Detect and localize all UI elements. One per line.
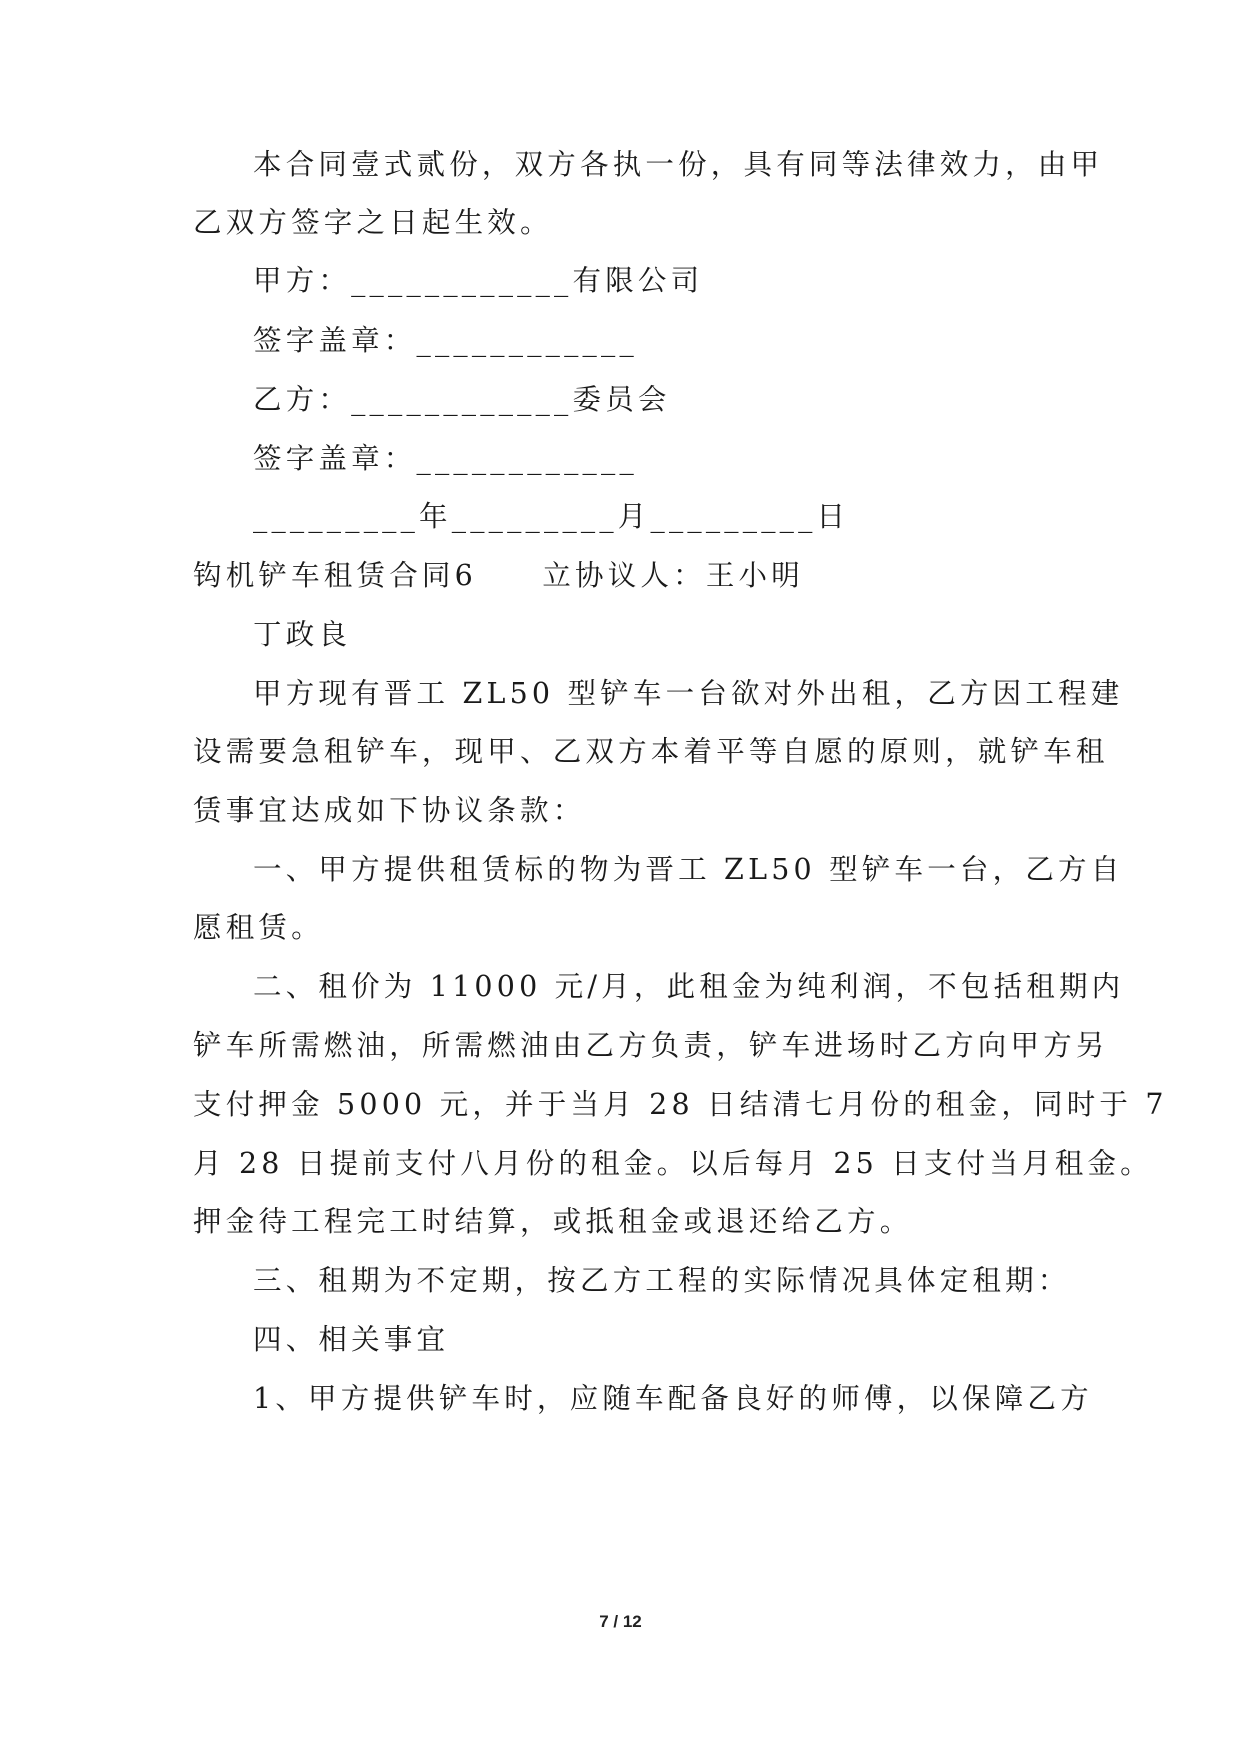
date-line: _________年_________月_________日	[253, 500, 850, 533]
contract-title-line: 钩机铲车租赁合同6 立协议人：王小明	[193, 559, 804, 592]
clause-line: 二、租价为 11000 元/月，此租金为纯利润，不包括租期内	[253, 970, 1125, 1003]
clause-line: 一、甲方提供租赁标的物为晋工 ZL50 型铲车一台，乙方自	[253, 853, 1124, 886]
clause-line: 月 28 日提前支付八月份的租金。以后每月 25 日支付当月租金。	[193, 1147, 1153, 1180]
signature-line: 签字盖章：____________	[253, 442, 638, 475]
paragraph-line: 乙双方签字之日起生效。	[193, 206, 553, 239]
party-a-line: 甲方：____________有限公司	[253, 264, 704, 297]
party-name-line: 丁政良	[253, 618, 352, 651]
page-number: 7 / 12	[599, 1612, 642, 1631]
section-heading: 四、相关事宜	[253, 1323, 450, 1356]
paragraph-line: 设需要急租铲车，现甲、乙双方本着平等自愿的原则，就铲车租	[193, 735, 1109, 768]
clause-line: 押金待工程完工时结算，或抵租金或退还给乙方。	[193, 1205, 913, 1238]
paragraph-line: 甲方现有晋工 ZL50 型铲车一台欲对外出租，乙方因工程建	[253, 677, 1124, 710]
clause-line: 三、租期为不定期，按乙方工程的实际情况具体定租期：	[253, 1264, 1071, 1297]
clause-line: 铲车所需燃油，所需燃油由乙方负责，铲车进场时乙方向甲方另	[193, 1029, 1109, 1062]
party-b-line: 乙方：____________委员会	[253, 383, 671, 416]
paragraph-line: 赁事宜达成如下协议条款：	[193, 794, 586, 827]
clause-line: 支付押金 5000 元，并于当月 28 日结清七月份的租金，同时于 7	[193, 1088, 1168, 1121]
clause-line: 1、甲方提供铲车时，应随车配备良好的师傅，以保障乙方	[253, 1382, 1093, 1415]
clause-line: 愿租赁。	[193, 911, 324, 944]
paragraph-line: 本合同壹式贰份，双方各执一份，具有同等法律效力，由甲	[253, 148, 1104, 181]
signature-line: 签字盖章：____________	[253, 324, 638, 357]
